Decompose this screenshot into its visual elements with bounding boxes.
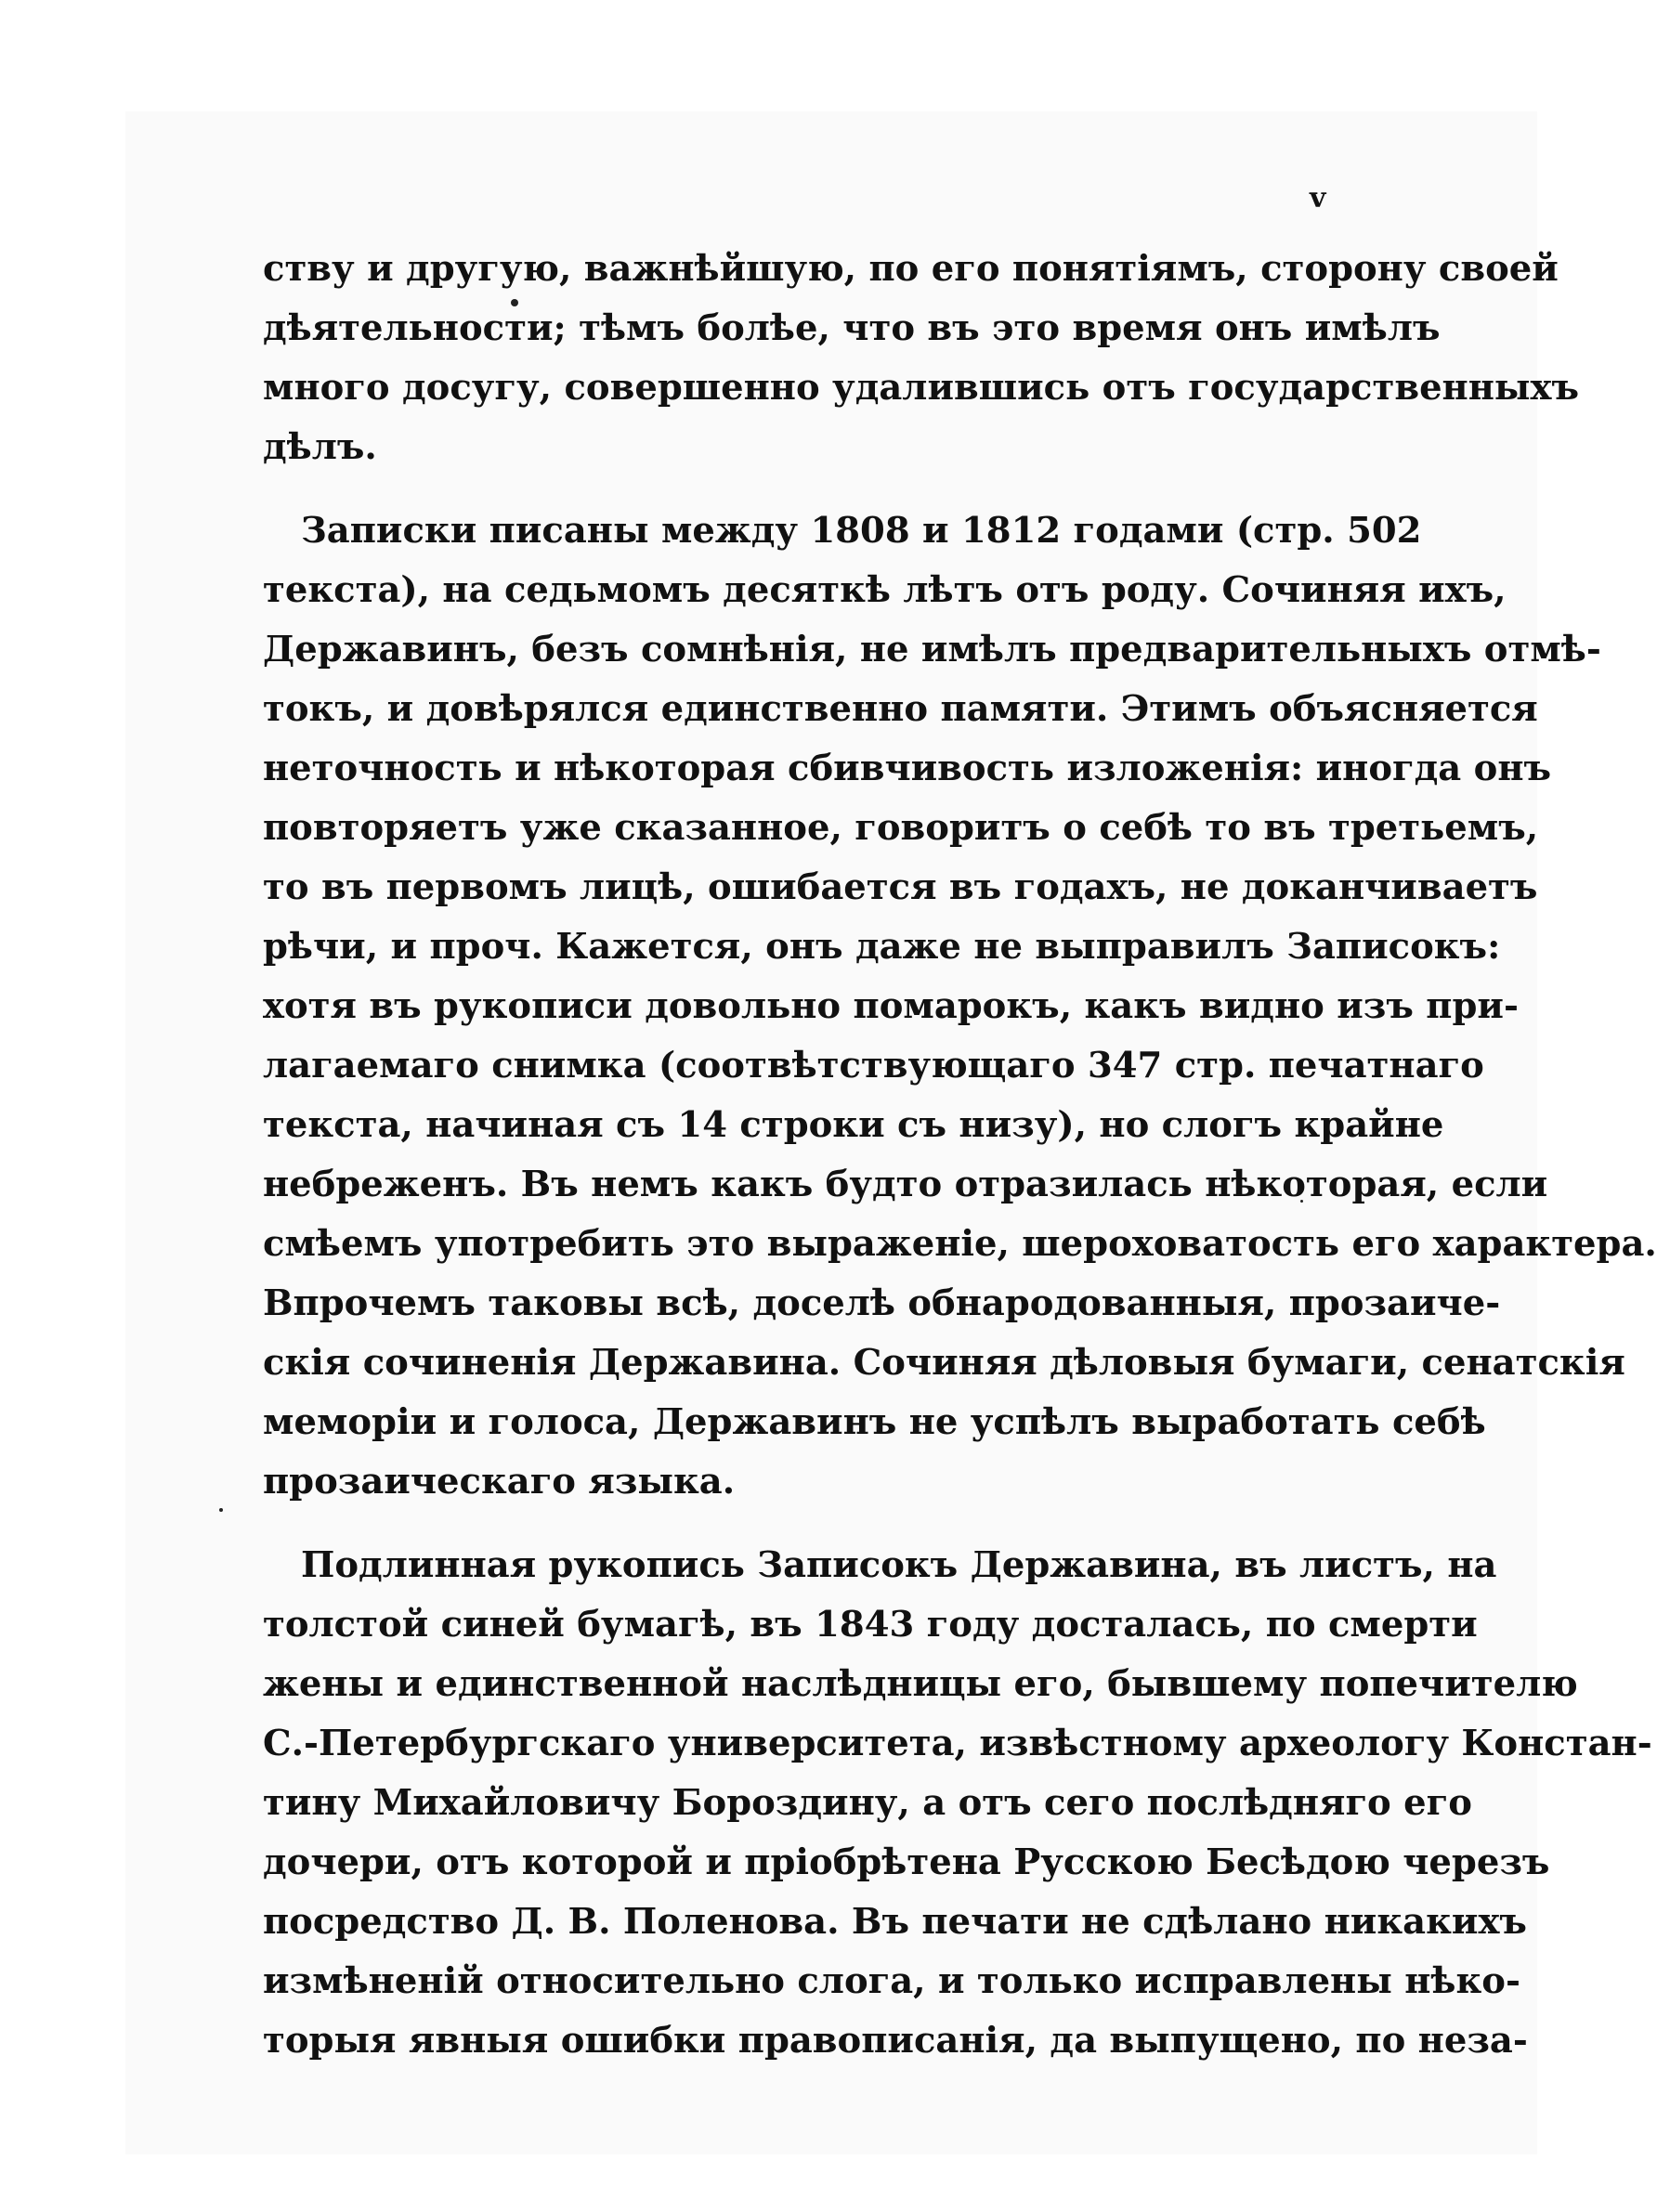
text-line: лагаемаго снимка (соотвѣтствующаго 347 стр. печатнаго bbox=[263, 1045, 1484, 1086]
text-line: скія сочиненія Державина. Сочиняя дѣловыя бумаги, сенатскія bbox=[263, 1342, 1625, 1384]
text-line: Впрочемъ таковы всѣ, доселѣ обнародованныя, прозаиче- bbox=[263, 1282, 1501, 1324]
paragraph-1 bbox=[263, 240, 1579, 477]
text-line: дѣлъ. bbox=[263, 426, 377, 468]
text-line: тину Михайловичу Бороздину, а отъ сего послѣдняго его bbox=[263, 1782, 1472, 1824]
paragraph-3 bbox=[263, 1536, 1652, 2071]
speck-mark bbox=[219, 1508, 223, 1512]
text-line: С.-Петербургскаго университета, извѣстному археологу Констан- bbox=[263, 1723, 1652, 1764]
text-line: текста, начиная съ 14 строки съ низу), но слогъ крайне bbox=[263, 1104, 1444, 1146]
text-line: неточность и нѣкоторая сбивчивость изложенія: иногда онъ bbox=[263, 748, 1552, 789]
text-line: небреженъ. Въ немъ какъ будто отразилась нѣкоторая, если bbox=[263, 1164, 1548, 1205]
text-line: прозаическаго языка. bbox=[263, 1461, 736, 1503]
text-line: меморіи и голоса, Державинъ не успѣлъ выработать себѣ bbox=[263, 1401, 1486, 1443]
text-line: Записки писаны между 1808 и 1812 годами (стр. 502 bbox=[301, 510, 1422, 552]
text-line: токъ, и довѣрялся единственно памяти. Этимъ объясняется bbox=[263, 688, 1538, 730]
text-line: текста), на седьмомъ десяткѣ лѣтъ отъ роду. Сочиняя ихъ, bbox=[263, 569, 1507, 611]
text-line: дочери, отъ которой и пріобрѣтена Русскою Бесѣдою черезъ bbox=[263, 1841, 1550, 1883]
paragraph-2 bbox=[263, 501, 1657, 1512]
text-line: толстой синей бумагѣ, въ 1843 году досталась, по смерти bbox=[263, 1604, 1478, 1646]
text-line: торыя явныя ошибки правописанія, да выпущено, по неза- bbox=[263, 2020, 1528, 2062]
body-text bbox=[263, 240, 1657, 2071]
text-line: ству и другую, важнѣйшую, по его понятіямъ, сторону своей bbox=[263, 248, 1559, 290]
text-line: то въ первомъ лицѣ, ошибается въ годахъ, не доканчиваетъ bbox=[263, 866, 1538, 908]
text-line: смѣемъ употребить это выраженіе, шероховатость его характера. bbox=[263, 1223, 1657, 1265]
text-line: рѣчи, и проч. Кажется, онъ даже не выправилъ Записокъ: bbox=[263, 926, 1501, 968]
text-line: Подлинная рукопись Записокъ Державина, въ листъ, на bbox=[301, 1544, 1497, 1586]
text-line: посредство Д. В. Поленова. Въ печати не сдѣлано никакихъ bbox=[263, 1901, 1527, 1943]
text-line: жены и единственной наслѣдницы его, бывшему попечителю bbox=[263, 1663, 1578, 1705]
text-line: много досугу, совершенно удалившись отъ государственныхъ bbox=[263, 367, 1579, 409]
text-line: Державинъ, безъ сомнѣнія, не имѣлъ предварительныхъ отмѣ- bbox=[263, 629, 1601, 670]
text-line: дѣятельности; тѣмъ болѣе, что въ это время онъ имѣлъ bbox=[263, 307, 1441, 349]
text-line: повторяетъ уже сказанное, говоритъ о себѣ то въ третьемъ, bbox=[263, 807, 1539, 849]
text-line: измѣненій относительно слога, и только исправлены нѣко- bbox=[263, 1960, 1520, 2002]
text-line: хотя въ рукописи довольно помарокъ, какъ видно изъ при- bbox=[263, 985, 1519, 1027]
page-number: v bbox=[1310, 182, 1326, 215]
